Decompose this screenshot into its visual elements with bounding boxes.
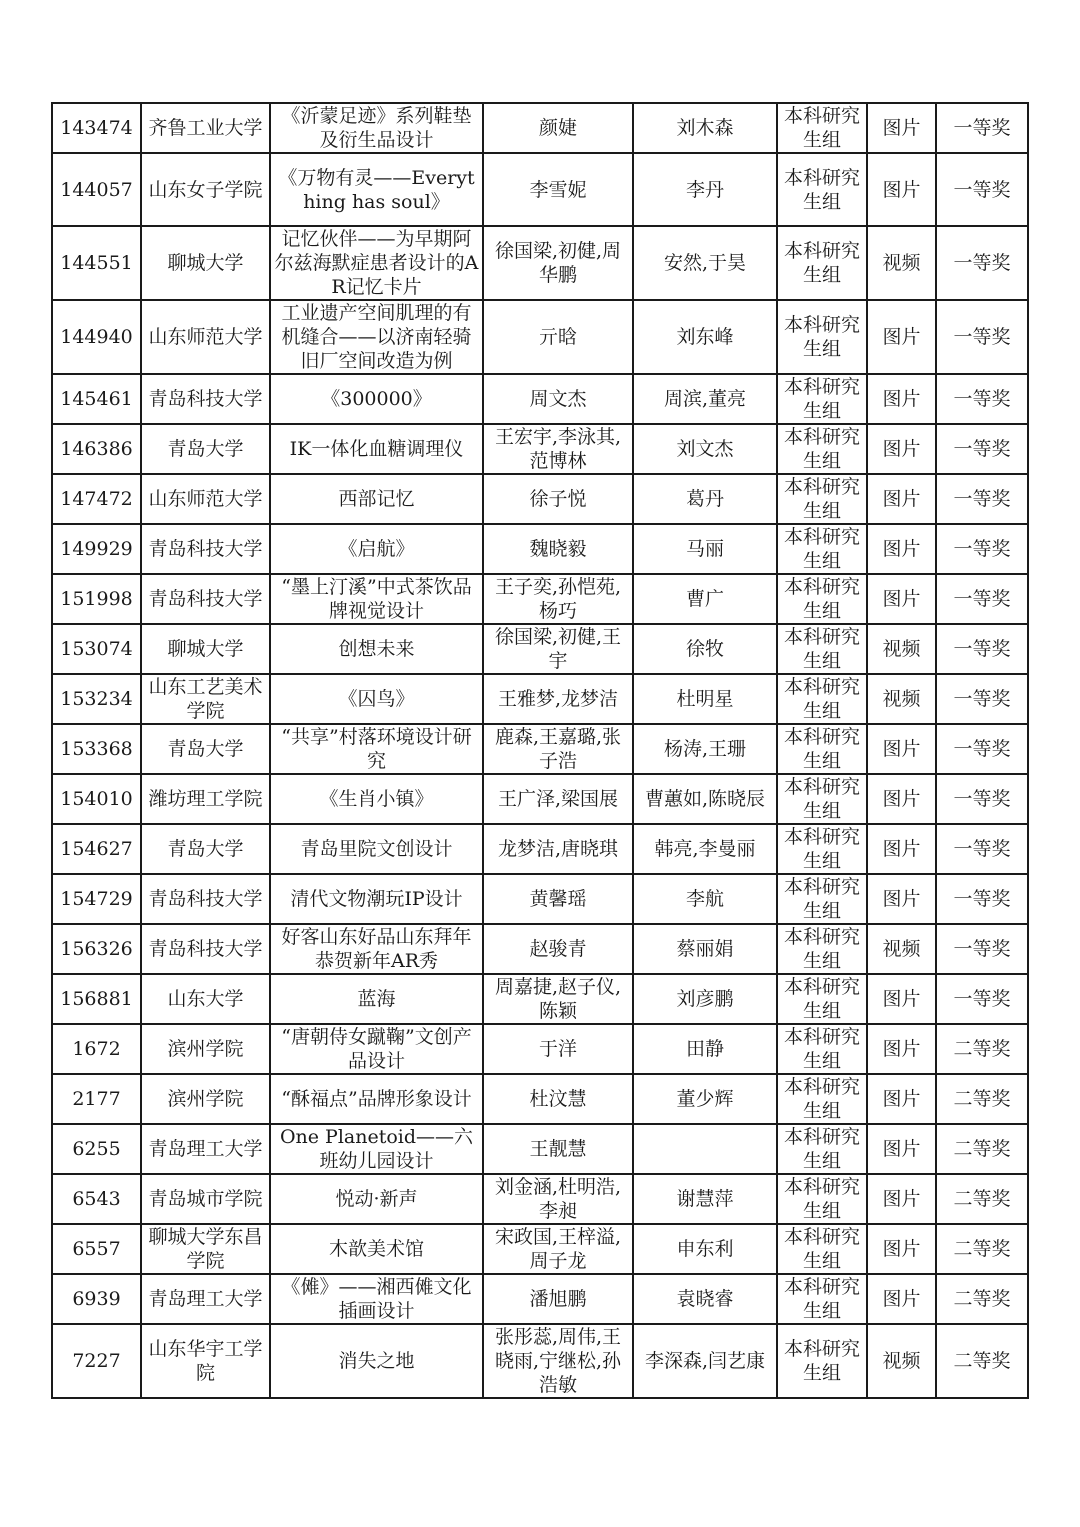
- work-type-cell: 图片: [867, 1274, 936, 1324]
- advisor-cell: 袁晓睿: [633, 1274, 777, 1324]
- work-title-cell: 记忆伙伴——为早期阿尔兹海默症患者设计的AR记忆卡片: [270, 226, 483, 300]
- award-cell: 二等奖: [936, 1024, 1028, 1074]
- table-row: [52, 153, 1028, 226]
- school-cell: 青岛科技大学: [141, 374, 270, 424]
- advisor-cell: 曹广: [633, 574, 777, 624]
- work-type-cell: 视频: [867, 674, 936, 724]
- award-cell: 一等奖: [936, 624, 1028, 674]
- authors-cell: 周文杰: [483, 374, 633, 424]
- work-title-cell: “酥福点”品牌形象设计: [270, 1074, 483, 1124]
- work-type-cell: 图片: [867, 300, 936, 374]
- school-cell: 青岛科技大学: [141, 524, 270, 574]
- group-cell: 本科研究生组: [777, 924, 867, 974]
- work-id-cell: 156881: [52, 974, 141, 1024]
- group-cell: 本科研究生组: [777, 574, 867, 624]
- group-cell: 本科研究生组: [777, 824, 867, 874]
- table-row: [52, 974, 1028, 1024]
- award-cell: 一等奖: [936, 300, 1028, 374]
- work-type-cell: 图片: [867, 374, 936, 424]
- work-title-cell: 好客山东好品山东拜年恭贺新年AR秀: [270, 924, 483, 974]
- work-id-cell: 151998: [52, 574, 141, 624]
- authors-cell: 赵骏青: [483, 924, 633, 974]
- table-row: [52, 374, 1028, 424]
- table-row: [52, 774, 1028, 824]
- work-title-cell: “唐朝侍女蹴鞠”文创产品设计: [270, 1024, 483, 1074]
- table-row: [52, 874, 1028, 924]
- advisor-cell: 刘东峰: [633, 300, 777, 374]
- school-cell: 山东师范大学: [141, 300, 270, 374]
- work-id-cell: 6255: [52, 1124, 141, 1174]
- awards-table: [51, 102, 1029, 1399]
- work-type-cell: 图片: [867, 1074, 936, 1124]
- table-row: [52, 524, 1028, 574]
- authors-cell: 潘旭鹏: [483, 1274, 633, 1324]
- advisor-cell: 曹蕙如,陈晓辰: [633, 774, 777, 824]
- authors-cell: 李雪妮: [483, 153, 633, 226]
- award-cell: 一等奖: [936, 774, 1028, 824]
- work-id-cell: 154627: [52, 824, 141, 874]
- school-cell: 齐鲁工业大学: [141, 103, 270, 153]
- award-cell: 二等奖: [936, 1324, 1028, 1398]
- group-cell: 本科研究生组: [777, 1274, 867, 1324]
- work-id-cell: 143474: [52, 103, 141, 153]
- work-title-cell: 《启航》: [270, 524, 483, 574]
- school-cell: 青岛理工大学: [141, 1274, 270, 1324]
- work-type-cell: 视频: [867, 924, 936, 974]
- school-cell: 青岛科技大学: [141, 574, 270, 624]
- authors-cell: 徐国梁,初健,王宇: [483, 624, 633, 674]
- school-cell: 山东工艺美术学院: [141, 674, 270, 724]
- work-id-cell: 147472: [52, 474, 141, 524]
- award-cell: 一等奖: [936, 226, 1028, 300]
- advisor-cell: 谢慧萍: [633, 1174, 777, 1224]
- authors-cell: 张彤蕊,周伟,王晓雨,宁继松,孙浩敏: [483, 1324, 633, 1398]
- work-id-cell: 149929: [52, 524, 141, 574]
- table-row: [52, 924, 1028, 974]
- work-title-cell: 《囚鸟》: [270, 674, 483, 724]
- work-type-cell: 图片: [867, 824, 936, 874]
- group-cell: 本科研究生组: [777, 624, 867, 674]
- advisor-cell: 刘木森: [633, 103, 777, 153]
- table-row: [52, 1224, 1028, 1274]
- award-cell: 一等奖: [936, 824, 1028, 874]
- work-type-cell: 图片: [867, 524, 936, 574]
- school-cell: 青岛大学: [141, 824, 270, 874]
- school-cell: 滨州学院: [141, 1024, 270, 1074]
- group-cell: 本科研究生组: [777, 974, 867, 1024]
- authors-cell: 王雅梦,龙梦洁: [483, 674, 633, 724]
- group-cell: 本科研究生组: [777, 1124, 867, 1174]
- group-cell: 本科研究生组: [777, 724, 867, 774]
- school-cell: 聊城大学: [141, 226, 270, 300]
- group-cell: 本科研究生组: [777, 1224, 867, 1274]
- work-type-cell: 图片: [867, 153, 936, 226]
- table-row: [52, 300, 1028, 374]
- work-type-cell: 视频: [867, 624, 936, 674]
- award-cell: 一等奖: [936, 574, 1028, 624]
- work-title-cell: 《300000》: [270, 374, 483, 424]
- school-cell: 青岛科技大学: [141, 924, 270, 974]
- advisor-cell: 葛丹: [633, 474, 777, 524]
- advisor-cell: 韩亮,李曼丽: [633, 824, 777, 874]
- award-cell: 一等奖: [936, 103, 1028, 153]
- work-title-cell: 创想未来: [270, 624, 483, 674]
- award-cell: 一等奖: [936, 153, 1028, 226]
- school-cell: 山东女子学院: [141, 153, 270, 226]
- authors-cell: 徐子悦: [483, 474, 633, 524]
- authors-cell: 龙梦洁,唐晓琪: [483, 824, 633, 874]
- authors-cell: 徐国梁,初健,周华鹏: [483, 226, 633, 300]
- work-id-cell: 153368: [52, 724, 141, 774]
- table-row: [52, 474, 1028, 524]
- authors-cell: 黄馨瑶: [483, 874, 633, 924]
- group-cell: 本科研究生组: [777, 226, 867, 300]
- school-cell: 青岛科技大学: [141, 874, 270, 924]
- advisor-cell: 董少辉: [633, 1074, 777, 1124]
- work-type-cell: 图片: [867, 474, 936, 524]
- work-id-cell: 153234: [52, 674, 141, 724]
- award-cell: 一等奖: [936, 874, 1028, 924]
- award-cell: 二等奖: [936, 1274, 1028, 1324]
- group-cell: 本科研究生组: [777, 103, 867, 153]
- table-row: [52, 624, 1028, 674]
- authors-cell: 颜婕: [483, 103, 633, 153]
- awards-table-body: [52, 103, 1028, 1398]
- group-cell: 本科研究生组: [777, 424, 867, 474]
- work-title-cell: 《生肖小镇》: [270, 774, 483, 824]
- work-id-cell: 6543: [52, 1174, 141, 1224]
- authors-cell: 鹿森,王嘉璐,张子浩: [483, 724, 633, 774]
- advisor-cell: 蔡丽娟: [633, 924, 777, 974]
- work-title-cell: 《傩》——湘西傩文化插画设计: [270, 1274, 483, 1324]
- award-cell: 二等奖: [936, 1174, 1028, 1224]
- group-cell: 本科研究生组: [777, 300, 867, 374]
- group-cell: 本科研究生组: [777, 674, 867, 724]
- advisor-cell: 李丹: [633, 153, 777, 226]
- group-cell: 本科研究生组: [777, 1024, 867, 1074]
- authors-cell: 杜汶慧: [483, 1074, 633, 1124]
- award-cell: 一等奖: [936, 424, 1028, 474]
- work-id-cell: 2177: [52, 1074, 141, 1124]
- school-cell: 滨州学院: [141, 1074, 270, 1124]
- award-cell: 二等奖: [936, 1224, 1028, 1274]
- group-cell: 本科研究生组: [777, 1324, 867, 1398]
- school-cell: 山东师范大学: [141, 474, 270, 524]
- advisor-cell: 李航: [633, 874, 777, 924]
- work-title-cell: IK一体化血糖调理仪: [270, 424, 483, 474]
- work-type-cell: 图片: [867, 1174, 936, 1224]
- work-title-cell: “共享”村落环境设计研究: [270, 724, 483, 774]
- school-cell: 聊城大学东昌学院: [141, 1224, 270, 1274]
- work-title-cell: 青岛里院文创设计: [270, 824, 483, 874]
- table-row: [52, 824, 1028, 874]
- work-type-cell: 视频: [867, 226, 936, 300]
- authors-cell: 王子奕,孙恺苑,杨巧: [483, 574, 633, 624]
- work-type-cell: 视频: [867, 1324, 936, 1398]
- school-cell: 青岛大学: [141, 424, 270, 474]
- table-row: [52, 226, 1028, 300]
- work-id-cell: 154010: [52, 774, 141, 824]
- school-cell: 山东华宇工学院: [141, 1324, 270, 1398]
- work-id-cell: 153074: [52, 624, 141, 674]
- table-row: [52, 1324, 1028, 1398]
- table-row: [52, 574, 1028, 624]
- group-cell: 本科研究生组: [777, 524, 867, 574]
- award-cell: 一等奖: [936, 724, 1028, 774]
- work-title-cell: 清代文物潮玩IP设计: [270, 874, 483, 924]
- advisor-cell: [633, 1124, 777, 1174]
- table-row: [52, 724, 1028, 774]
- work-title-cell: 悦动·新声: [270, 1174, 483, 1224]
- advisor-cell: 马丽: [633, 524, 777, 574]
- advisor-cell: 杨涛,王珊: [633, 724, 777, 774]
- work-id-cell: 144940: [52, 300, 141, 374]
- table-row: [52, 674, 1028, 724]
- work-title-cell: 木歆美术馆: [270, 1224, 483, 1274]
- award-cell: 一等奖: [936, 524, 1028, 574]
- work-id-cell: 6939: [52, 1274, 141, 1324]
- work-type-cell: 图片: [867, 1124, 936, 1174]
- work-type-cell: 图片: [867, 874, 936, 924]
- authors-cell: 宋政国,王梓溢,周子龙: [483, 1224, 633, 1274]
- group-cell: 本科研究生组: [777, 153, 867, 226]
- work-type-cell: 图片: [867, 974, 936, 1024]
- table-row: [52, 103, 1028, 153]
- group-cell: 本科研究生组: [777, 1174, 867, 1224]
- work-title-cell: One Planetoid——六班幼儿园设计: [270, 1124, 483, 1174]
- work-id-cell: 7227: [52, 1324, 141, 1398]
- work-id-cell: 6557: [52, 1224, 141, 1274]
- table-row: [52, 1074, 1028, 1124]
- work-title-cell: 消失之地: [270, 1324, 483, 1398]
- work-id-cell: 145461: [52, 374, 141, 424]
- group-cell: 本科研究生组: [777, 1074, 867, 1124]
- advisor-cell: 徐牧: [633, 624, 777, 674]
- advisor-cell: 刘文杰: [633, 424, 777, 474]
- work-title-cell: 《沂蒙足迹》系列鞋垫及衍生品设计: [270, 103, 483, 153]
- group-cell: 本科研究生组: [777, 374, 867, 424]
- award-cell: 二等奖: [936, 1124, 1028, 1174]
- work-id-cell: 144057: [52, 153, 141, 226]
- table-row: [52, 1024, 1028, 1074]
- work-id-cell: 1672: [52, 1024, 141, 1074]
- school-cell: 潍坊理工学院: [141, 774, 270, 824]
- group-cell: 本科研究生组: [777, 874, 867, 924]
- authors-cell: 于洋: [483, 1024, 633, 1074]
- work-type-cell: 图片: [867, 574, 936, 624]
- work-type-cell: 图片: [867, 1024, 936, 1074]
- award-cell: 一等奖: [936, 474, 1028, 524]
- award-cell: 一等奖: [936, 374, 1028, 424]
- advisor-cell: 杜明星: [633, 674, 777, 724]
- school-cell: 聊城大学: [141, 624, 270, 674]
- work-id-cell: 146386: [52, 424, 141, 474]
- advisor-cell: 安然,于昊: [633, 226, 777, 300]
- advisor-cell: 田静: [633, 1024, 777, 1074]
- work-id-cell: 156326: [52, 924, 141, 974]
- school-cell: 青岛理工大学: [141, 1124, 270, 1174]
- table-row: [52, 424, 1028, 474]
- advisor-cell: 刘彦鹏: [633, 974, 777, 1024]
- award-cell: 一等奖: [936, 974, 1028, 1024]
- work-title-cell: 《万物有灵——Everything has soul》: [270, 153, 483, 226]
- advisor-cell: 周滨,董亮: [633, 374, 777, 424]
- authors-cell: 刘金涵,杜明浩,李昶: [483, 1174, 633, 1224]
- work-type-cell: 图片: [867, 103, 936, 153]
- table-row: [52, 1124, 1028, 1174]
- school-cell: 青岛城市学院: [141, 1174, 270, 1224]
- work-id-cell: 154729: [52, 874, 141, 924]
- table-row: [52, 1274, 1028, 1324]
- authors-cell: 亓晗: [483, 300, 633, 374]
- work-type-cell: 图片: [867, 724, 936, 774]
- work-title-cell: 工业遗产空间肌理的有机缝合——以济南轻骑旧厂空间改造为例: [270, 300, 483, 374]
- authors-cell: 王靓慧: [483, 1124, 633, 1174]
- authors-cell: 王广泽,梁国展: [483, 774, 633, 824]
- group-cell: 本科研究生组: [777, 774, 867, 824]
- work-title-cell: “墨上汀溪”中式茶饮品牌视觉设计: [270, 574, 483, 624]
- award-cell: 二等奖: [936, 1074, 1028, 1124]
- work-type-cell: 图片: [867, 774, 936, 824]
- authors-cell: 魏晓毅: [483, 524, 633, 574]
- results-sheet: [51, 102, 1029, 1399]
- school-cell: 青岛大学: [141, 724, 270, 774]
- school-cell: 山东大学: [141, 974, 270, 1024]
- work-id-cell: 144551: [52, 226, 141, 300]
- work-title-cell: 西部记忆: [270, 474, 483, 524]
- work-type-cell: 图片: [867, 424, 936, 474]
- group-cell: 本科研究生组: [777, 474, 867, 524]
- advisor-cell: 李深森,闫艺康: [633, 1324, 777, 1398]
- work-type-cell: 图片: [867, 1224, 936, 1274]
- authors-cell: 周嘉捷,赵子仪,陈颖: [483, 974, 633, 1024]
- work-title-cell: 蓝海: [270, 974, 483, 1024]
- advisor-cell: 申东利: [633, 1224, 777, 1274]
- award-cell: 一等奖: [936, 924, 1028, 974]
- table-row: [52, 1174, 1028, 1224]
- authors-cell: 王宏宇,李泳其,范博林: [483, 424, 633, 474]
- award-cell: 一等奖: [936, 674, 1028, 724]
